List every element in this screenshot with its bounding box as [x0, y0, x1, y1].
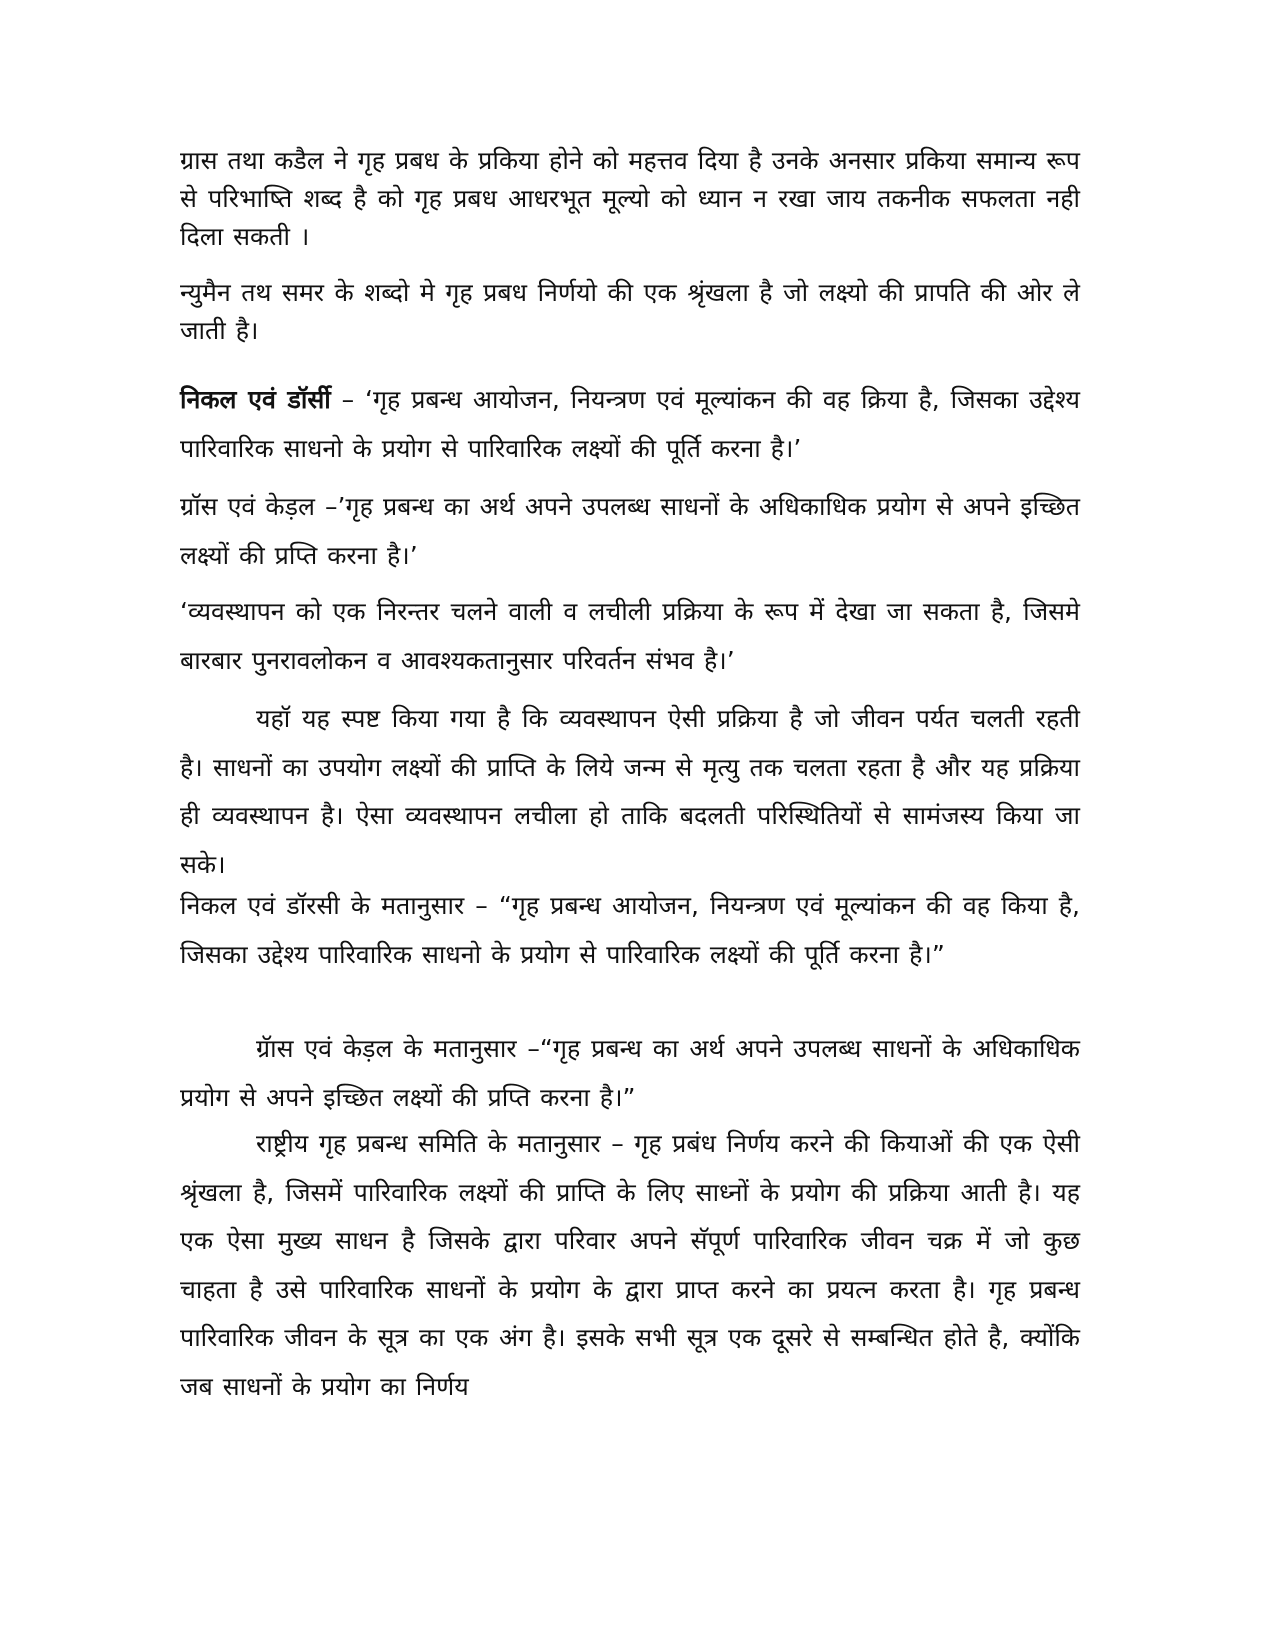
paragraph-nickell-dorsey-opinion: निकल एवं डॉरसी के मतानुसार – “गृह प्रबन्ध आयोजन, नियन्त्रण एवं मूल्यांकन की वह किया है, जिसका उद्देश्य पारिवारिक साधनो के प्रयोग से पारिवारिक लक्ष्यों की पूर्ति करना है।”: [180, 891, 1080, 969]
definition-text: – ‘गृह प्रबन्ध आयोजन, नियन्त्रण एवं मूल्यांकन की वह क्रिया है, जिसका उद्देश्य पारिवारिक साधनो के प्रयोग से पारिवारिक लक्ष्यों की पूर्ति करना है।’: [180, 385, 1081, 463]
paragraph-gross-kadel-process: ग्रास तथा कडैल ने गृह प्रबध के प्रकिया होने को महत्तव दिया है उनके अनसार प्रकिया समान्य रूप से परिभाष्ति शब्द है को गृह प्रबध आधरभूत मूल्यो को ध्यान न रखा जाय तकनीक सफलता नही दिला सकती ।: [180, 146, 1080, 251]
paragraph-national-committee: राष्ट्रीय गृह प्रबन्ध समिति के मतानुसार – गृह प्रबंध निर्णय करने की कियाओं की एक ऐसी श्रृंखला है, जिसमें पारिवारिक लक्ष्यों की प्राप्ति के लिए साध्नों के प्रयोग की प्रक्रिया आती है। यह एक ऐसा मुख्य साधन है जिसके द्वारा परिवार अपने सॅपूर्ण पारिवारिक जीवन चक्र में जो कुछ चाहता है उसे पारिवारिक साधनों के प्रयोग के द्वारा प्राप्त करने का प्रयत्न करता है। गृह प्रबन्ध पारिवारिक जीवन के सूत्र का एक अंग है। इसके सभी सूत्र एक दूसरे से सम्बन्धित होते है, क्योंकि जब साधनों के प्रयोग का निर्णय: [180, 1129, 1080, 1401]
paragraph-gross-kendal-opinion: ग्रॅास एवं केड़ल के मतानुसार –“गृह प्रबन्ध का अर्थ अपने उपलब्ध साधनों के अधिकाधिक प्रयोग से अपने इच्छित लक्ष्यों की प्रप्ति करना है।”: [180, 1034, 1080, 1112]
paragraph-newman-sumer: न्युमैन तथ समर के शब्दो मे गृह प्रबध निर्णयो की एक श्रृंखला है जो लक्ष्यो की प्रापति की ओर ले जाती है।: [180, 278, 1080, 345]
author-name-nickell-dorsey: निकल एवं डॉर्सी: [180, 385, 331, 414]
paragraph-gross-kendal-definition: ग्रॉस एवं केड़ल –’गृह प्रबन्ध का अर्थ अपने उपलब्ध साधनों के अधिकाधिक प्रयोग से अपने इच्छित लक्ष्यों की प्रप्ति करना है।’: [180, 492, 1080, 570]
paragraph-management-process: ‘व्यवस्थापन को एक निरन्तर चलने वाली व लचीली प्रक्रिया के रूप में देखा जा सकता है, जिसमे बारबार पुनरावलोकन व आवश्यकतानुसार परिवर्तन संभव है।’: [180, 597, 1080, 675]
paragraph-explanation: यहॉ यह स्पष्ट किया गया है कि व्यवस्थापन ऐसी प्रक्रिया है जो जीवन पर्यत चलती रहती है। साधनों का उपयोग लक्ष्यों की प्राप्ति के लिये जन्म से मृत्यु तक चलता रहता है और यह प्रक्रिया ही व्यवस्थापन है। ऐसा व्यवस्थापन लचीला हो ताकि बदलती परिस्थितियों से सामंजस्य किया जा सके।: [180, 704, 1080, 879]
paragraph-nickell-dorsey-definition: [180, 376, 1080, 473]
